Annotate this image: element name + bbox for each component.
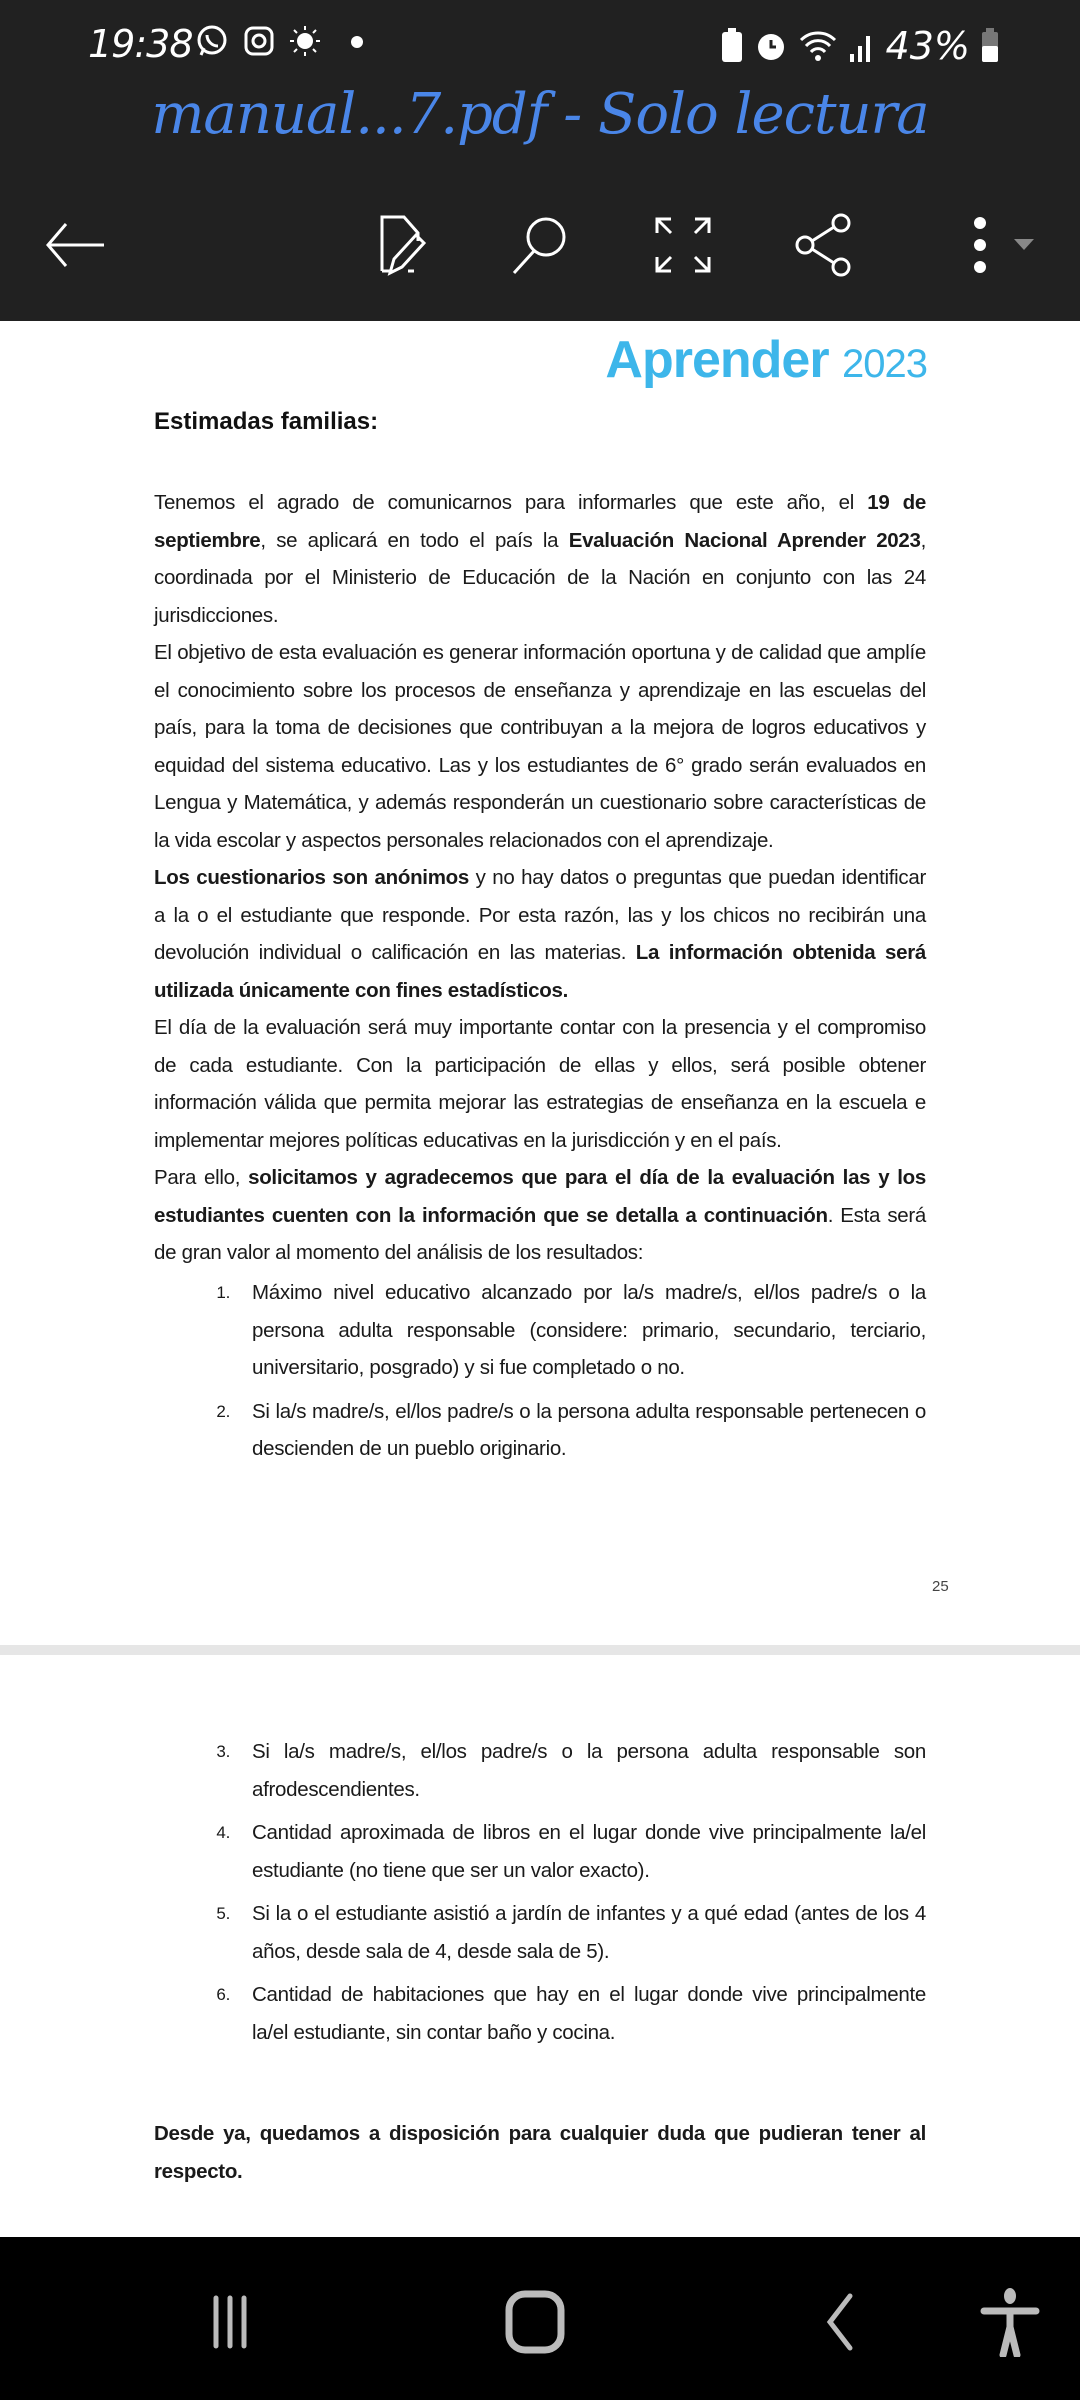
home-icon bbox=[503, 2290, 567, 2354]
more-options-button[interactable] bbox=[930, 205, 1050, 285]
edit-button[interactable] bbox=[360, 205, 440, 285]
alarm-icon bbox=[754, 28, 788, 64]
share-icon bbox=[793, 213, 857, 277]
more-icon bbox=[940, 213, 1040, 277]
text: , coordinada por el Ministerio de Educación de la Nación en conjunto con las 24 jurisdicciones. bbox=[154, 528, 926, 627]
paragraph bbox=[154, 634, 926, 859]
logo-year: 2023 bbox=[842, 342, 927, 386]
recent-apps-button[interactable] bbox=[185, 2277, 275, 2367]
dot-icon bbox=[335, 26, 365, 56]
text: El día de la evaluación será muy importante contar con la presencia y el compromiso de cada estudiante. Con la participación de ellas y ellos, será posible obtener información válida que permita mejorar las estrategias de enseñanza en la escuela e implementar mejores políticas educativas en la jurisdicción y en el país. bbox=[154, 1016, 926, 1152]
whatsapp-icon bbox=[195, 24, 229, 58]
list-text: Cantidad aproximada de libros en el lugar donde vive principalmente la/el estudiante (no tiene que ser un valor exacto). bbox=[252, 1821, 926, 1882]
back-button[interactable] bbox=[36, 205, 116, 285]
share-button[interactable] bbox=[785, 205, 865, 285]
list-item bbox=[154, 1393, 926, 1468]
list-item bbox=[154, 1976, 926, 2051]
edit-pdf-icon bbox=[368, 213, 432, 277]
letter-greeting: Estimadas familias: bbox=[154, 408, 379, 435]
list-number: 6. bbox=[216, 1985, 230, 2004]
back-icon bbox=[810, 2292, 870, 2352]
text: El objetivo de esta evaluación es generar información oportuna y de calidad que amplíe el conocimiento sobre los procesos de enseñanza y aprendizaje en las escuelas del país, para la toma de decisiones que contribuyan a la mejora de logros educativos y equidad del sistema educativo. Las y los estudiantes de 6° grado serán evaluados en Lengua y Matemática, y además responderán un cuestionario sobre características de la vida escolar y aspectos personales relacionados con el aprendizaje. bbox=[154, 641, 926, 852]
list-number: 1. bbox=[216, 1283, 230, 1302]
page-number: 25 bbox=[932, 1578, 949, 1595]
bold-text: Evaluación Nacional Aprender 2023 bbox=[568, 528, 921, 552]
fullscreen-icon bbox=[653, 215, 713, 275]
aprender-logo bbox=[605, 330, 927, 390]
paragraph bbox=[154, 1159, 926, 1272]
letter-body bbox=[154, 484, 926, 1272]
search-button[interactable] bbox=[500, 205, 580, 285]
paragraph bbox=[154, 1009, 926, 1159]
list-number: 3. bbox=[216, 1742, 230, 1761]
bold-text: La información obtenida será utilizada únicamente con fines estadísticos. bbox=[154, 941, 926, 1002]
toolbar bbox=[0, 205, 1080, 285]
text: y no hay datos o preguntas que puedan identificar a la o el estudiante que responde. Por esta razón, las y los chicos no recibirán una devolución individual o calificación en las materias. bbox=[154, 866, 926, 964]
battery-saver-icon bbox=[720, 28, 744, 64]
list-number: 2. bbox=[216, 1401, 230, 1421]
list-item bbox=[154, 1895, 926, 1970]
list-text: Si la o el estudiante asistió a jardín de infantes y a qué edad (antes de los 4 años, desde sala de 4, desde sala de 5). bbox=[252, 1902, 926, 1963]
instagram-icon bbox=[243, 25, 275, 57]
status-time: 19:38 bbox=[88, 22, 193, 66]
list-text: Si la/s madre/s, el/los padre/s o la persona adulta responsable son afrodescendientes. bbox=[252, 1740, 926, 1801]
page-separator bbox=[0, 1645, 1080, 1655]
bold-text: Los cuestionarios son anónimos bbox=[154, 866, 469, 889]
list-text: Máximo nivel educativo alcanzado por la/s madre/s, el/los padre/s o la persona adulta responsable (considere: primario, secundario, terciario, universitario, posgrado) y si fue completado o no. bbox=[252, 1281, 926, 1379]
list-number: 4. bbox=[216, 1823, 230, 1842]
fullscreen-button[interactable] bbox=[643, 205, 723, 285]
list-number: 5. bbox=[216, 1904, 230, 1923]
signal-icon bbox=[848, 28, 876, 64]
list-text: Cantidad de habitaciones que hay en el lugar donde vive principalmente la/el estudiante, sin contar baño y cocina. bbox=[252, 1983, 926, 2044]
letter-closing: Desde ya, quedamos a disposición para cualquier duda que pudieran tener al respecto. bbox=[154, 2122, 926, 2183]
recent-apps-icon bbox=[200, 2292, 260, 2352]
list-item bbox=[154, 1733, 926, 1808]
list-text: Si la/s madre/s, el/los padre/s o la persona adulta responsable pertenecen o descienden de un pueblo originario. bbox=[252, 1399, 926, 1460]
text: Tenemos el agrado de comunicarnos para informarles que este año, el bbox=[154, 491, 868, 514]
battery-icon bbox=[980, 28, 1000, 64]
info-list-page2 bbox=[154, 1733, 926, 2057]
paragraph bbox=[154, 484, 926, 634]
text: . Esta será de gran valor al momento del análisis de los resultados: bbox=[154, 1203, 926, 1264]
list-item bbox=[154, 1814, 926, 1889]
wifi-icon bbox=[798, 28, 838, 64]
navigation-bar bbox=[0, 2237, 1080, 2400]
text: Para ello, bbox=[154, 1166, 249, 1189]
bold-text: solicitamos y agradecemos que para el día de la evaluación las y los estudiantes cuenten con la información que se detalla a continuación bbox=[154, 1166, 926, 1227]
accessibility-icon bbox=[978, 2287, 1042, 2357]
search-icon bbox=[508, 213, 572, 277]
document-title: manual...7.pdf - Solo lectura bbox=[151, 82, 929, 147]
info-list-page1 bbox=[154, 1274, 926, 1474]
list-item bbox=[154, 1274, 926, 1387]
brightness-icon bbox=[289, 25, 321, 57]
app-header bbox=[0, 0, 1080, 321]
text: , se aplicará en todo el país la bbox=[260, 528, 569, 552]
back-arrow-icon bbox=[44, 220, 108, 270]
paragraph bbox=[154, 859, 926, 1009]
system-back-button[interactable] bbox=[795, 2277, 885, 2367]
home-button[interactable] bbox=[490, 2277, 580, 2367]
battery-percent: 43% bbox=[885, 24, 970, 68]
bold-text: 19 de septiembre bbox=[154, 491, 926, 552]
status-bar bbox=[0, 18, 1080, 66]
accessibility-button[interactable] bbox=[965, 2277, 1055, 2367]
logo-word: Aprender bbox=[605, 331, 829, 389]
